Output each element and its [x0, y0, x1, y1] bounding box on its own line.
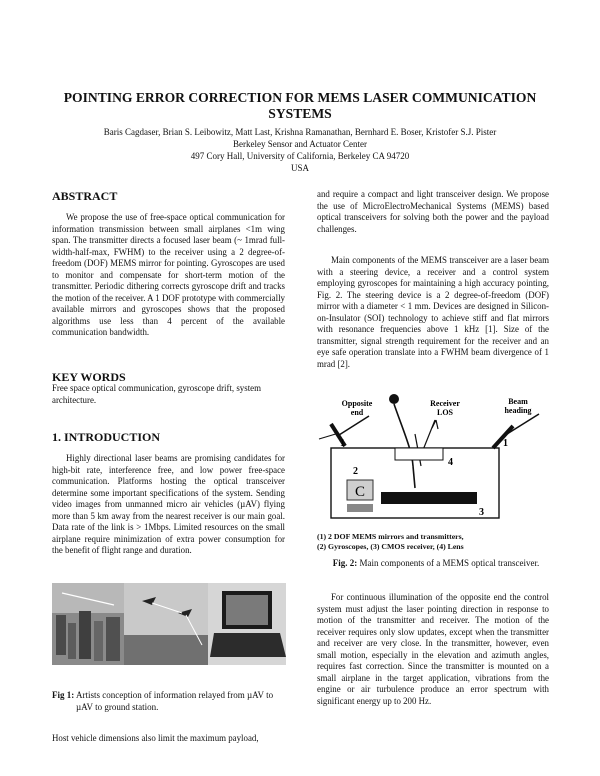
legend-line-2: (2) Gyroscopes, (3) CMOS receiver, (4) Lens	[317, 542, 464, 551]
figure-2-caption-text: Main components of a MEMS optical transceiver.	[359, 558, 540, 568]
cmos-receiver	[381, 492, 477, 504]
beam-left	[339, 416, 369, 435]
country: USA	[290, 163, 309, 173]
laptop-base	[210, 633, 286, 657]
figure-1-caption-text: Artists conception of information relayed from µAV to µAV to ground station.	[76, 690, 274, 712]
opposite-end-node	[389, 394, 399, 404]
title-line-1: POINTING ERROR CORRECTION FOR MEMS LASER COMMUNICATION	[63, 90, 537, 105]
figure-1-caption	[52, 690, 286, 713]
figure-2-label: Fig. 2:	[332, 558, 358, 568]
intro-continued: and require a compact and light transceiver design. We propose the use of MicroElectroMechanical Systems (MEMS) based optical transceivers for solving both the power and the payload challenges.	[317, 189, 549, 234]
components-paragraph: Main components of the MEMS transceiver are a laser beam with a steering device, a receiver and a control system employing gyroscopes for maintaining a high accuracy pointing, Fig. 2. The steering device is a 2 degree-of-freedom (DOF) mirror with a diameter < 1 mm. Devices are designed in Silicon-on-Insulator (SOI) technology to achieve stiff and flat mirrors with resonance frequencies above 1 kHz [1]. Size of the transmitter, signal strength requirement for the receiver and an eye safe operation translate into a FWHM beam divergence of 1 mrad [2].	[317, 255, 549, 369]
paper-title	[40, 90, 560, 122]
label-beam-heading-2: heading	[504, 406, 532, 415]
label-opposite-end: Opposite	[341, 399, 373, 408]
label-1-right: 1	[503, 438, 508, 449]
figure-1-collage	[52, 583, 286, 665]
address: 497 Cory Hall, University of California, Berkeley CA 94720	[190, 151, 410, 161]
figure-2-caption	[330, 558, 542, 570]
figure-1-image	[52, 583, 286, 665]
label-1-left: 1	[340, 438, 345, 449]
keywords-text: Free space optical communication, gyroscope drift, system architecture.	[52, 383, 261, 405]
label-receiver-los: Receiver	[430, 399, 460, 408]
abstract-text: We propose the use of free-space optical communication for information transmission between small airplanes <1m wing span. The transmitter directs a focused laser beam (~ 1mrad full-width-half-max, FWHM) to the receiver using a 2 degree-of-freedom (DOF) MEMS mirror for pointing. Gyroscopes are used to monitor and compensate for short-term motion of the transmitter. Periodic dithering corrects gyroscope drift and tracks the motion of the receiver. A 1 DOF prototype with commercially available mirrors and gyroscopes shows that the proposed algorithms use less than 4 percent of the available communication bandwidth.	[52, 212, 285, 337]
legend-line-1: (1) 2 DOF MEMS mirrors and transmitters,	[317, 532, 464, 541]
label-4: 4	[448, 457, 453, 468]
beam-right	[507, 414, 539, 434]
control-paragraph: For continuous illumination of the opposite end the control system must adjust the laser pointing direction in response to motion of the transmitter and receiver. The motion of the receiver requires only slow updates, except when the transmitter and receiver are very close. In the transmitter, however, even small motion, especially in the elevation and azimuth angles, requires fast correction. Since the transmitter is mounted on a small airplane in the target application, vibrations from the engine or air turbulence produce an error spectrum with significant energy up to 200 Hz.	[317, 592, 549, 706]
intro-heading: 1. INTRODUCTION	[52, 430, 161, 444]
beam-line	[413, 466, 415, 488]
authors: Baris Cagdaser, Brian S. Leibowitz, Matt Last, Krishna Ramanathan, Bernhard E. Boser, Kristofer S.J. Pister	[103, 127, 497, 137]
figure-2-legend	[317, 532, 549, 552]
label-2: 2	[353, 466, 358, 477]
keywords-heading: KEY WORDS	[52, 370, 126, 384]
label-beam-heading: Beam	[508, 397, 528, 406]
label-opposite-end-2: end	[350, 408, 364, 417]
gyroscope-base	[347, 504, 373, 512]
intro-paragraph-1: Highly directional laser beams are promising candidates for high-bit rate, interference free, and low power free-space communication. Platforms hosting the optical transceiver determine some important specifications of the system. Sending video images from unmanned micro air vehicles (µAV) flying more than 5 km away from the nearest receiver is our main goal. Data rate of the link is > 1Mbps. Limited resources on the small airplane require minimization of extra power consumption for the benefit of flight range and duration.	[52, 453, 285, 555]
author-block	[40, 126, 560, 174]
lens	[395, 448, 443, 460]
chip-letter: C	[354, 484, 366, 500]
transceiver-diagram	[317, 390, 549, 530]
label-receiver-los-2: LOS	[436, 408, 454, 417]
intro-paragraph-2: Host vehicle dimensions also limit the maximum payload,	[52, 733, 259, 743]
affiliation: Berkeley Sensor and Actuator Center	[233, 139, 367, 149]
figure-1-label: Fig 1:	[52, 690, 75, 700]
title-line-2: SYSTEMS	[268, 106, 332, 121]
abstract-heading: ABSTRACT	[52, 189, 118, 203]
figure-2-diagram	[317, 390, 549, 530]
label-3: 3	[479, 507, 484, 518]
